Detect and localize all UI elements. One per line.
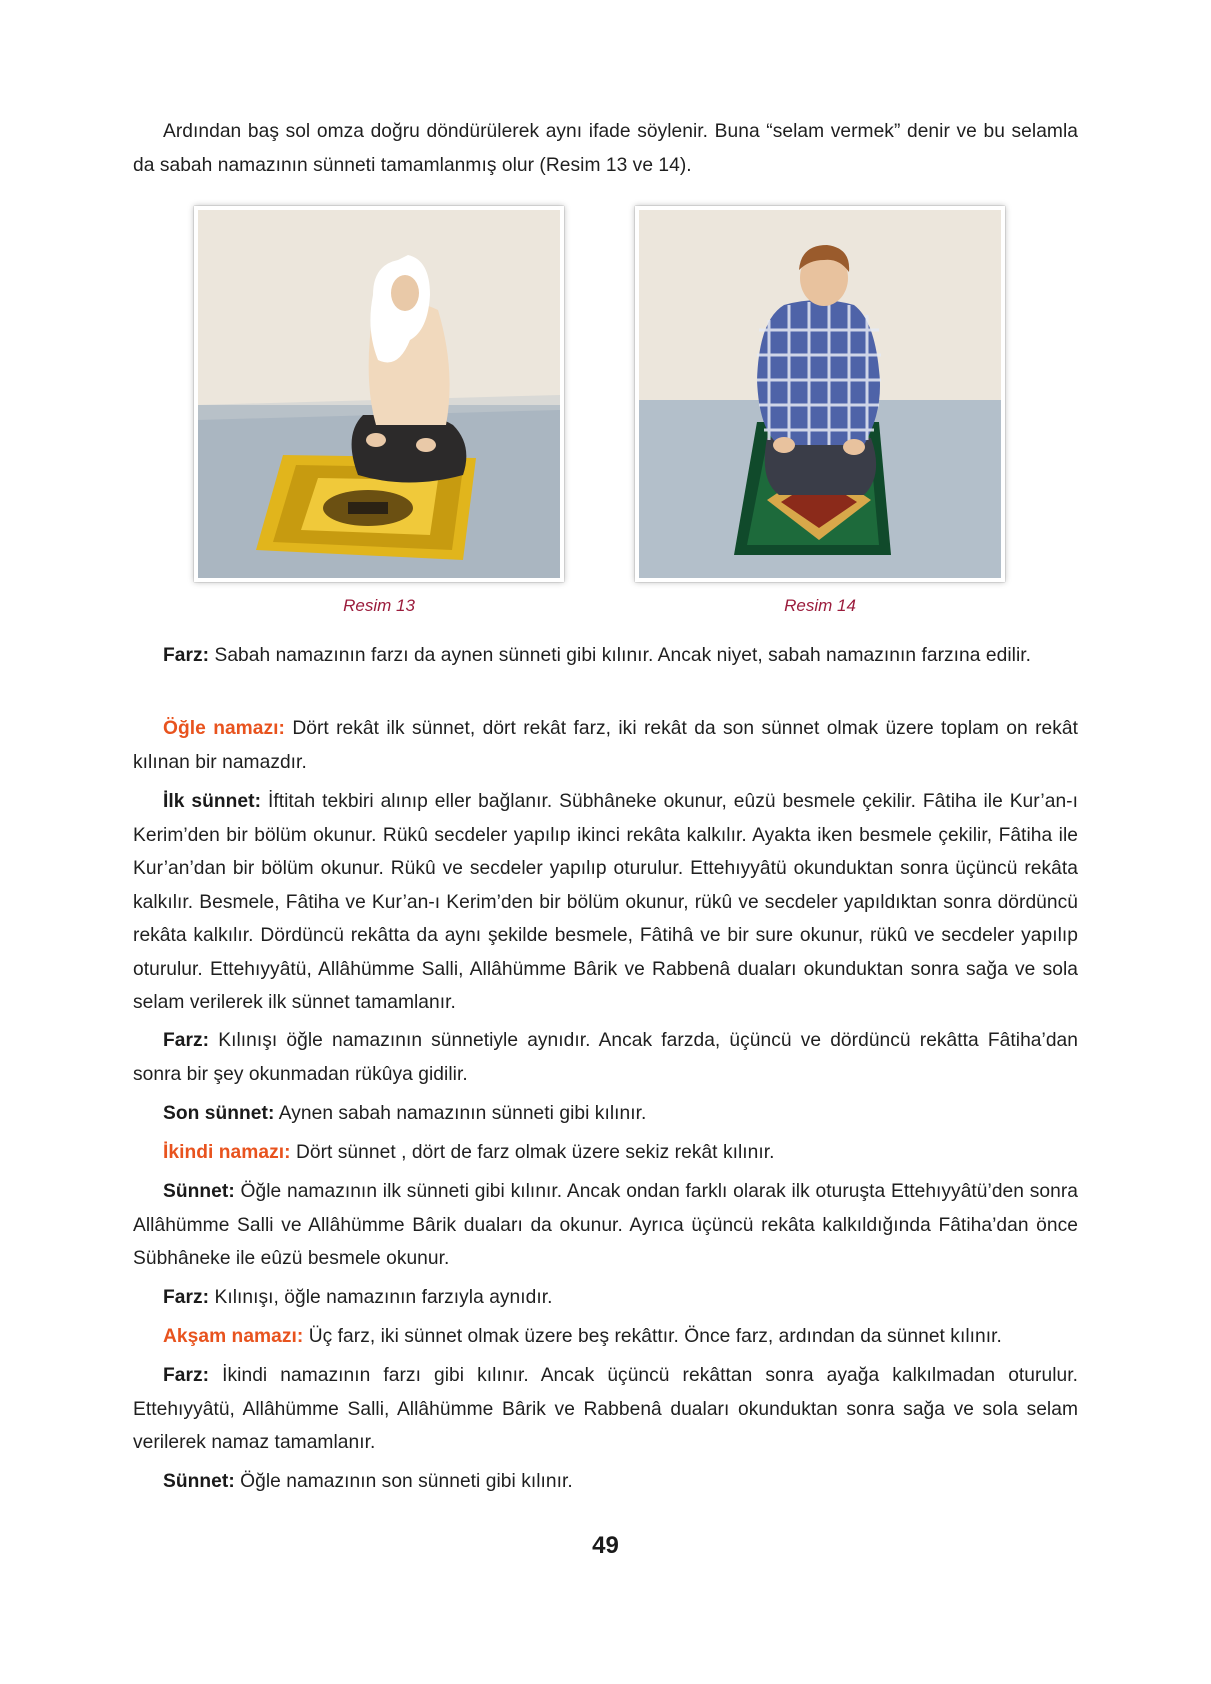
paragraph-text: Aynen sabah namazının sünneti gibi kılınır. xyxy=(274,1103,647,1124)
boy-praying-image xyxy=(639,210,1001,578)
paragraph-aksam-sunnet xyxy=(133,1465,1078,1499)
heading-ikindi-namazi: İkindi namazı: xyxy=(163,1142,291,1163)
paragraph-text: Kılınışı, öğle namazının farzıyla aynıdır. xyxy=(209,1287,553,1308)
intro-text: Ardından baş sol omza doğru döndürülerek aynı ifade söylenir. Buna “selam vermek” denir ve bu selamla da sabah namazının sünneti tamamlanmış olur (Resim 13 ve 14). xyxy=(133,121,1078,176)
page-number: 49 xyxy=(592,1532,619,1559)
label-sunnet: Sünnet: xyxy=(163,1471,235,1492)
figure-resim-13 xyxy=(194,206,564,582)
label-farz: Farz: xyxy=(163,1365,210,1386)
caption-resim-14: Resim 14 xyxy=(784,596,856,615)
paragraph-text: Üç farz, iki sünnet olmak üzere beş rekâttır. Önce farz, ardından da sünnet kılınır. xyxy=(303,1326,1002,1347)
heading-aksam-namazi: Akşam namazı: xyxy=(163,1326,304,1347)
figure-resim-14 xyxy=(635,206,1005,582)
paragraph-sabah-farz xyxy=(133,639,1078,673)
paragraph-text: Öğle namazının son sünneti gibi kılınır. xyxy=(234,1471,573,1492)
paragraph-son-sunnet xyxy=(133,1097,1078,1131)
paragraph-text: Sabah namazının farzı da aynen sünneti gibi kılınır. Ancak niyet, sabah namazının farzına edilir. xyxy=(209,645,1032,666)
paragraph-aksam-namazi xyxy=(133,1320,1078,1354)
paragraph-ogle-namazi xyxy=(133,712,1078,779)
heading-ogle-namazi: Öğle namazı: xyxy=(163,718,285,739)
paragraph-ikindi-farz xyxy=(133,1281,1078,1315)
paragraph-ogle-farz xyxy=(133,1024,1078,1091)
label-sunnet: Sünnet: xyxy=(163,1181,235,1202)
paragraph-ilk-sunnet xyxy=(133,785,1078,1020)
paragraph-ikindi-namazi xyxy=(133,1136,1078,1170)
paragraph-text: İkindi namazının farzı gibi kılınır. Ancak üçüncü rekâttan sonra ayağa kalkılmadan oturulur. Ettehıyyâtü, Allâhümme Salli, Allâhümme Bârik ve Rabbenâ duaları okunduktan sonra sağa ve sola selam verilerek namaz tamamlanır. xyxy=(133,1365,1078,1453)
paragraph-text: Dört rekât ilk sünnet, dört rekât farz, iki rekât da son sünnet olmak üzere toplam on rekât kılınan bir namazdır. xyxy=(133,718,1078,773)
paragraph-text: Kılınışı öğle namazının sünnetiyle aynıdır. Ancak farzda, üçüncü ve dördüncü rekâtta Fâtiha’dan sonra bir şey okunmadan rükûya gidilir. xyxy=(133,1030,1078,1085)
woman-praying-image xyxy=(198,210,560,578)
intro-paragraph xyxy=(133,115,1078,182)
label-farz: Farz: xyxy=(163,1030,210,1051)
paragraph-aksam-farz xyxy=(133,1359,1078,1460)
label-farz: Farz: xyxy=(163,645,210,666)
label-farz: Farz: xyxy=(163,1287,210,1308)
caption-resim-13: Resim 13 xyxy=(343,596,415,615)
paragraph-text: Dört sünnet , dört de farz olmak üzere sekiz rekât kılınır. xyxy=(290,1142,775,1163)
paragraph-text: Öğle namazının ilk sünneti gibi kılınır. Ancak ondan farklı olarak ilk oturuşta Ettehıyyâtü’den sonra Allâhümme Salli ve Allâhümme Bârik duaları da okunur. Ayrıca üçüncü rekâta kalkıldığında Fâtiha’dan önce Sübhâneke ile eûzü besmele okunur. xyxy=(133,1181,1078,1269)
paragraph-ikindi-sunnet xyxy=(133,1175,1078,1276)
paragraph-text: İftitah tekbiri alınıp eller bağlanır. Sübhâneke okunur, eûzü besmele çekilir. Fâtiha ile Kur’an-ı Kerim’den bir bölüm okunur. Rükû secdeler yapılıp ikinci rekâta kalkılır. Ayakta iken besmele çekilir, Fâtiha ile Kur’an’dan bir bölüm okunur. Rükû ve secdeler yapılıp oturulur. Ettehıyyâtü okunduktan sonra üçüncü rekâta kalkılır. Besmele, Fâtiha ve Kur’an-ı Kerim’den bir bölüm okunur, rükû ve secdeler yapıldıktan sonra dördüncü rekâta kalkılır. Dördüncü rekâtta da aynı şekilde besmele, Fâtihâ ve bir sure okunur, rükû ve secdeler yapılıp oturulur. Ettehıyyâtü, Allâhümme Salli, Allâhümme Bârik ve Rabbenâ duaları okunduktan sonra sağa ve sola selam verilerek ilk sünnet tamamlanır. xyxy=(133,791,1078,1013)
label-son-sunnet: Son sünnet: xyxy=(163,1103,275,1124)
label-ilk-sunnet: İlk sünnet: xyxy=(163,791,262,812)
